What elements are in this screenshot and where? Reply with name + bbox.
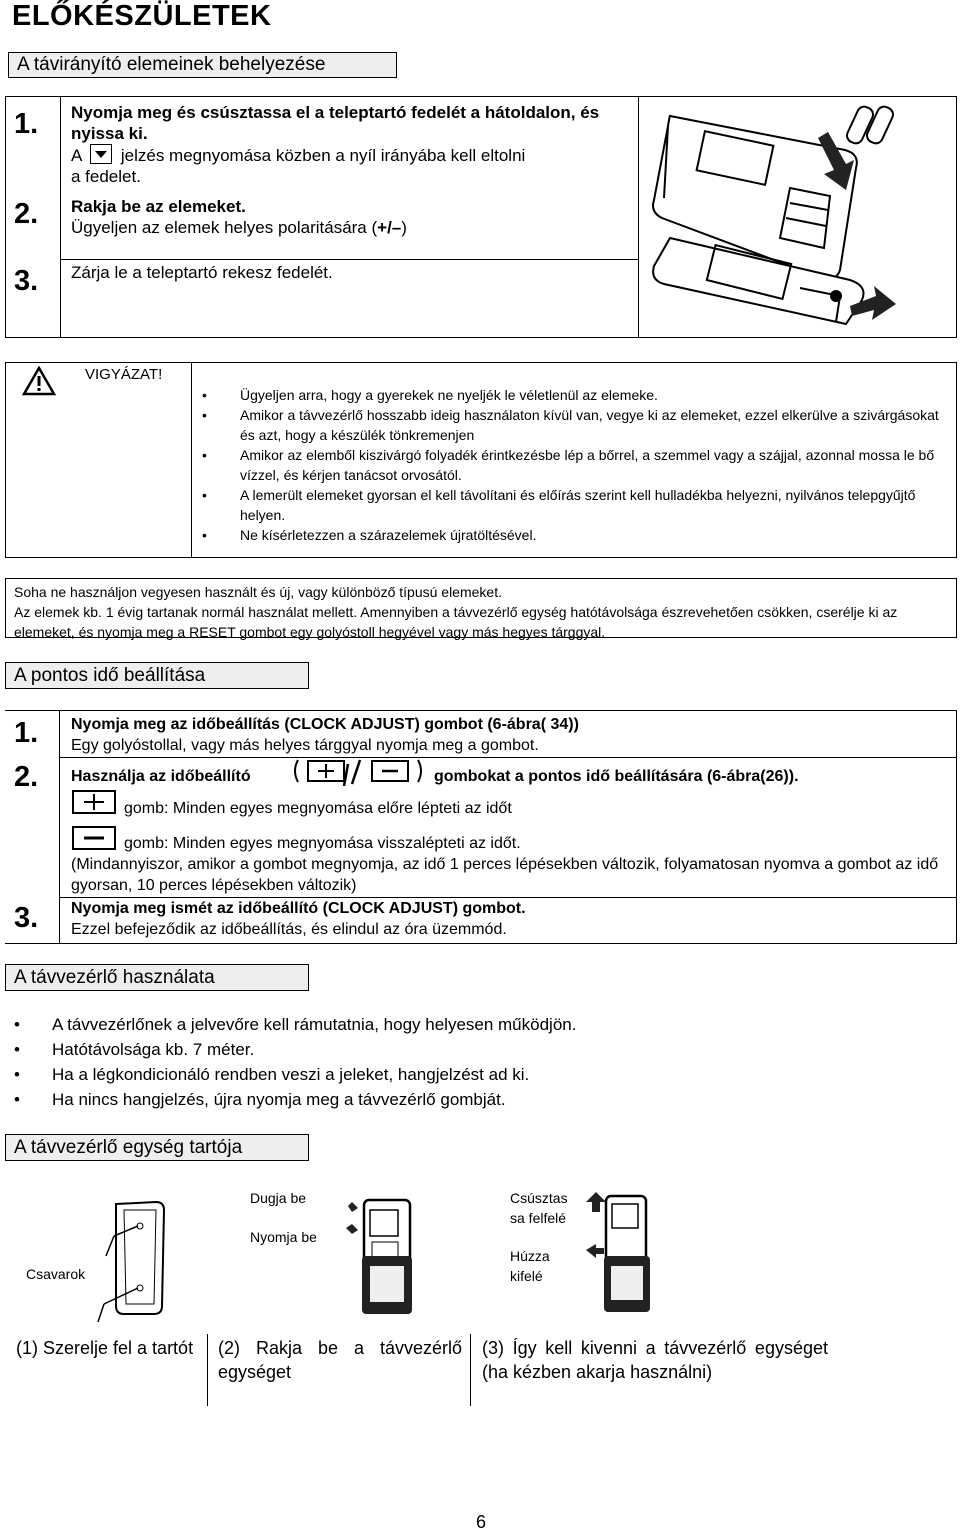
step-instruction: Nyomja meg ismét az időbeállító (CLOCK ADJUST) gombot. [71,900,526,917]
battery-step-3: Zárja le a teleptartó rekesz fedelét. [71,263,333,282]
holder-remove-illustration [584,1190,656,1322]
step-text: Ügyeljen az elemek helyes polaritására ( [71,218,378,237]
section-heading-holder: A távvezérlő egység tartója [5,1134,309,1161]
battery-step-2 [71,196,631,238]
time-step-3 [71,898,526,940]
step-instruction: Használja az időbeállító [71,768,251,785]
step-text: Egy golyóstollal, vagy más helyes tárggyal nyomja meg a gombot. [71,737,539,754]
caption-insert-remote: (2) Rakja be a távvezérlő egységet [218,1338,462,1382]
time-step-1 [71,714,579,756]
step-text: A [71,146,82,165]
section-heading-usage: A távvezérlő használata [5,964,309,991]
list-item: • A lemerült elemeket gyorsan el kell távolítani és előírás szerint kell hulladékba helyezni, nyilvános telepgyűjtő helyen. [196,485,952,525]
list-item: • A távvezérlőnek a jelvevőre kell rámutatnia, hogy helyesen működjön. [8,1012,576,1037]
step-text: jelzés megnyomása közben a nyíl irányába kell eltolni [120,146,526,165]
list-item: • Ha a légkondicionáló rendben veszi a jeleket, hangjelzést ad ki. [8,1062,576,1087]
warning-triangle-icon [22,366,56,396]
list-item: • Ne kísérletezzen a szárazelemek újratöltésével. [196,525,952,545]
section-heading-batteries: A távirányító elemeinek behelyezése [8,52,397,78]
usage-list [8,1012,576,1112]
warning-list [196,385,952,545]
step-text: a fedelet. [71,167,141,186]
step-number: 2. [14,198,39,230]
slide-label-line: sa felfelé [510,1210,567,1226]
holder-insert-illustration [340,1196,420,1322]
step-number: 3. [14,902,39,934]
pull-label [510,1246,550,1286]
step-instruction: Nyomja meg és csúsztassa el a teleptartó fedelét a hátoldalon, és nyissa ki. [71,103,600,143]
holder-screws-illustration [84,1196,174,1326]
pull-label-line: Húzza [510,1248,550,1264]
down-arrow-icon [90,144,112,164]
time-step-2-note: (Mindannyiszor, amikor a gombot megnyomja, az idő 1 perces lépésekben változik, folyamatosan nyomva a gombot az idő gyorsan, 10 perces lépésekben változik) [71,856,939,894]
list-item: • Hatótávolsága kb. 7 méter. [8,1037,576,1062]
list-item: • Ügyeljen arra, hogy a gyerekek ne nyeljék le véletlenül az elemeke. [196,385,952,405]
page-number: 6 [476,1512,487,1532]
page-title: ELŐKÉSZÜLETEK [12,0,272,32]
notice-line: Soha ne használjon vegyesen használt és új, vagy különböző típusú elemeket. [14,584,502,600]
pull-label-line: kifelé [510,1268,543,1284]
step-text: Ezzel befejeződik az időbeállítás, és elindul az óra üzemmód. [71,921,507,938]
step-instruction: Rakja be az elemeket. [71,197,246,216]
plus-key-icon [72,790,116,814]
step-instruction: Nyomja meg az időbeállítás (CLOCK ADJUST) gombot (6-ábra( 34)) [71,716,579,733]
caption-remove-remote: (3) Így kell kivenni a távvezérlő egységet (ha kézben akarja használni) [482,1338,828,1382]
section-heading-time: A pontos idő beállítása [5,662,309,689]
polarity-symbol: +/– [377,218,402,237]
caption-mount-holder: (1) Szerelje fel a tartót [16,1338,194,1358]
warning-label: VIGYÁZAT! [85,366,163,383]
step-number: 1. [14,108,39,140]
screws-label: Csavarok [26,1266,86,1282]
step-number: 1. [14,717,39,749]
slide-label-line: Csúsztas [510,1190,568,1206]
step-number: 3. [14,265,39,297]
step-number: 2. [14,761,39,793]
list-item: • Ha nincs hangjelzés, újra nyomja meg a távvezérlő gombját. [8,1087,576,1112]
push-label: Nyomja be [250,1229,317,1245]
minus-key-icon [72,826,116,850]
plus-key-description: gomb: Minden egyes megnyomása előre lépteti az időt [124,800,512,817]
insert-label: Dugja be [250,1190,307,1206]
step-text: ) [401,218,407,237]
list-item: • Amikor a távvezérlő hosszabb ideig használaton kívül van, vegye ki az elemeket, ezzel elkerülve a szivárgásokat és azt, hogy a készülék tönkremenjen [196,405,952,445]
battery-insert-illustration [640,98,954,336]
minus-key-description: gomb: Minden egyes megnyomása visszalépteti az időt. [124,835,521,852]
list-item: • Amikor az elemből kiszivárgó folyadék érintkezésbe lép a bőrrel, a szemmel vagy a szájjal, azonnal mossa le bő vízzel, és kérjen tanácsot orvosától. [196,445,952,485]
plus-minus-keys-icon [290,756,430,786]
slide-label [510,1188,568,1228]
step-instruction: gombokat a pontos idő beállítására (6-ábra(26)). [434,768,799,785]
notice-line: Az elemek kb. 1 évig tartanak normál használat mellett. Amennyiben a távvezérlő egység hatótávolsága észrevehetően csökken, cserélje ki az elemeket, és nyomja meg a RESET gombot egy golyóstoll hegyével vagy más hegyes tárggyal. [14,604,898,640]
battery-step-1 [71,102,631,187]
notice-box [5,578,957,638]
